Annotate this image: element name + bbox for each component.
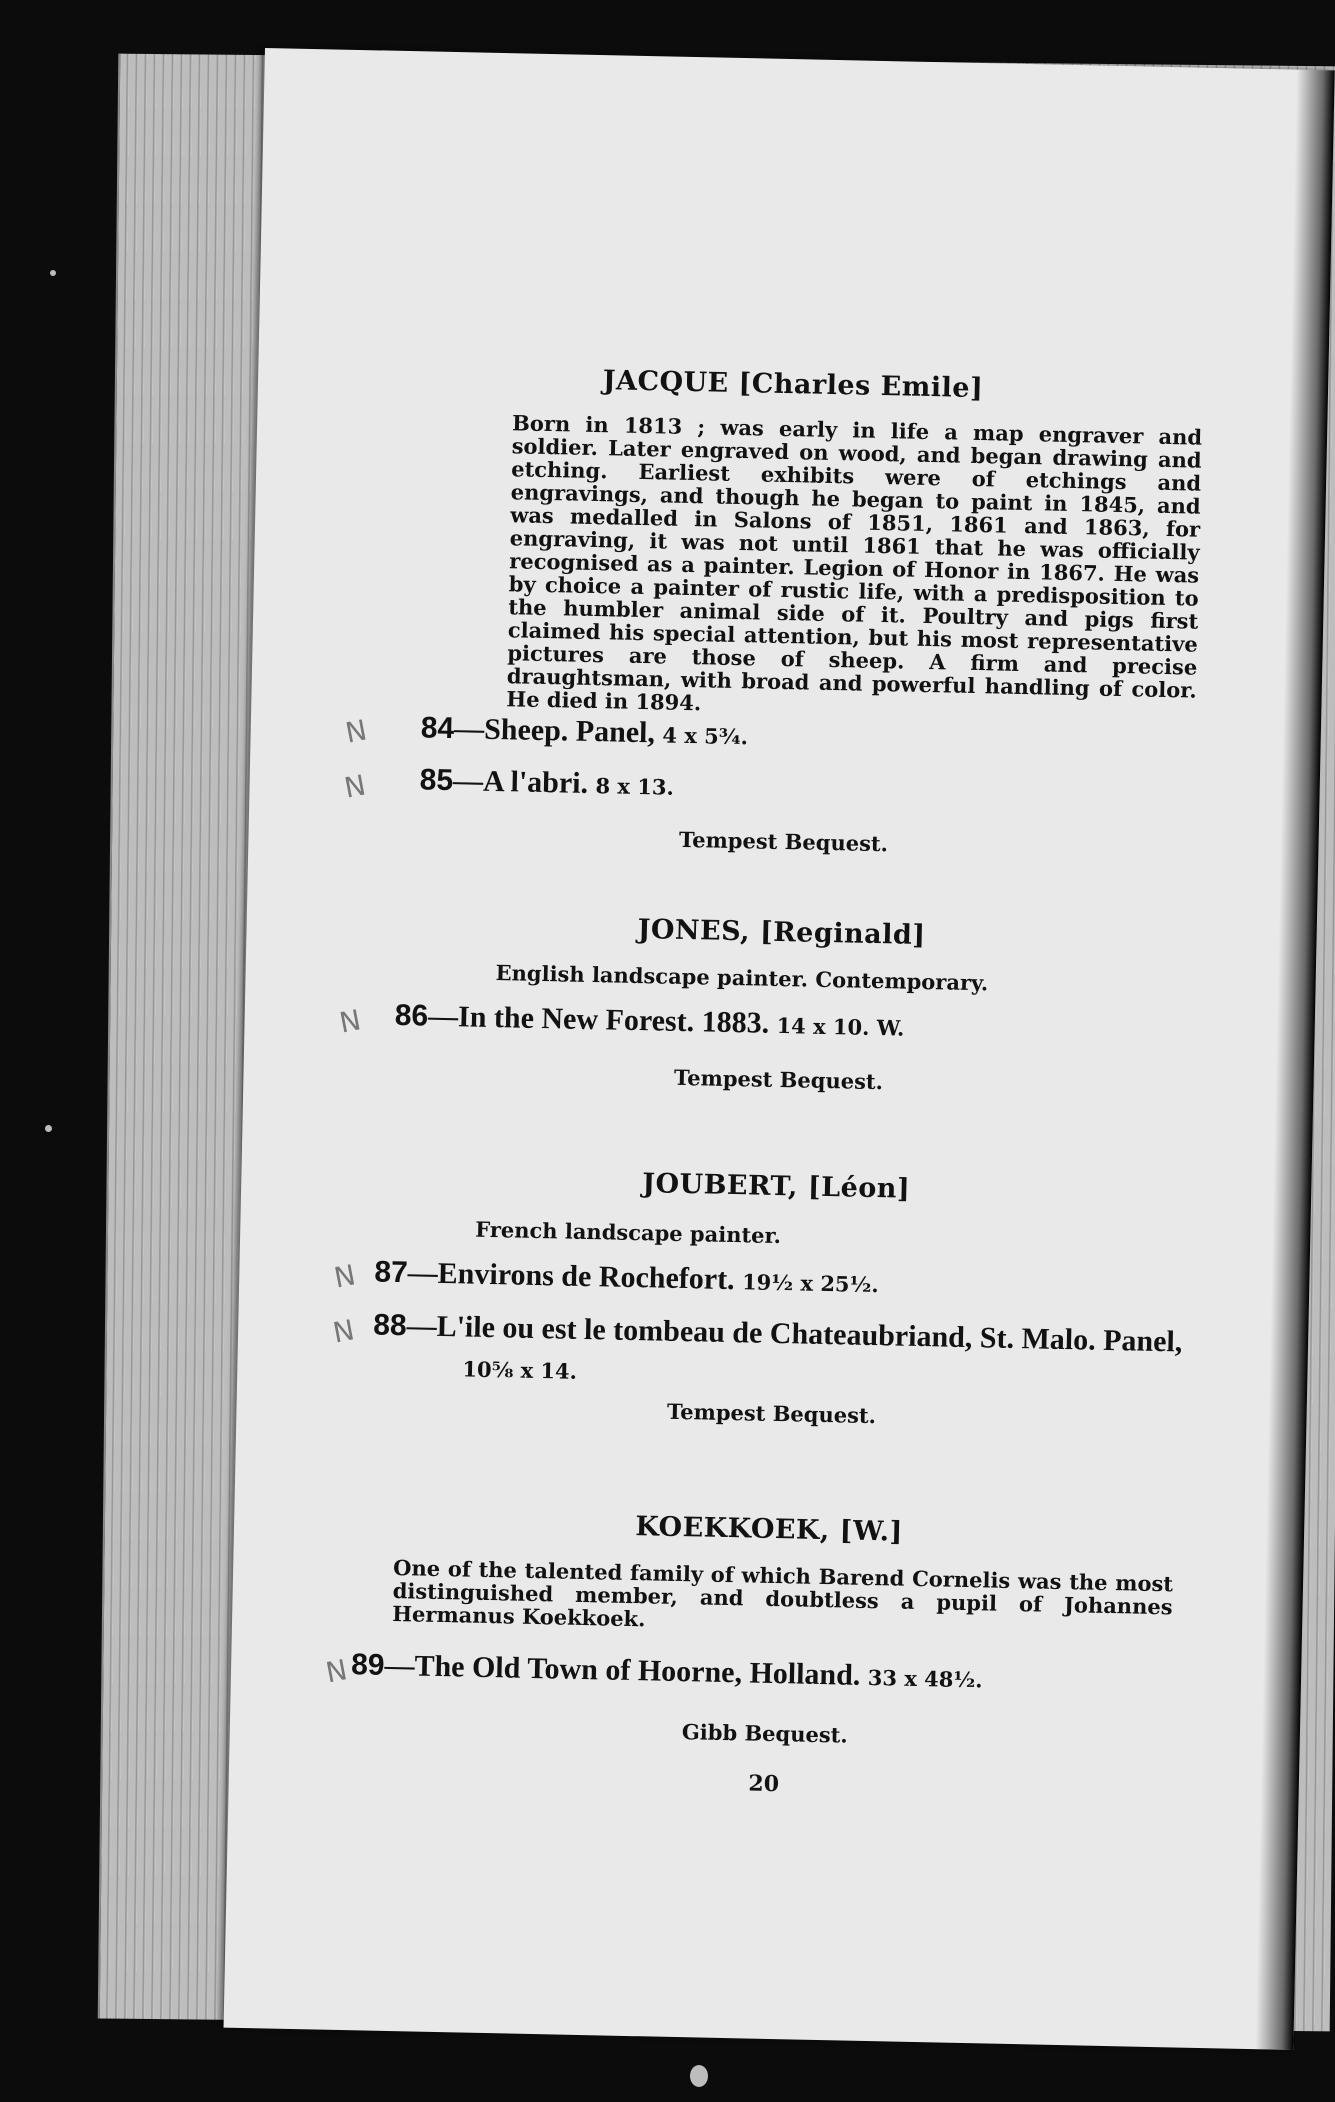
entry-dimensions: 4 x 5¾. [662, 722, 749, 750]
entry-number: 88 [372, 1308, 407, 1343]
entry-title: —Environs de Rochefort. [407, 1256, 735, 1297]
artist-bio: English landscape painter. Contemporary. [495, 960, 989, 996]
entry-title: —In the New Forest. [427, 999, 695, 1039]
handwritten-note: N [341, 768, 369, 805]
entry-title: —The Old Town of Hoorne, Holland. [384, 1648, 861, 1692]
catalogue-entry [394, 999, 904, 1044]
entry-details: Panel, [567, 714, 663, 750]
entry-title: —A l'abri. [452, 764, 589, 800]
artist-bio: Born in 1813 ; was early in life a map engraver and soldier. Later engraved on wood, and began drawing and etching. Earliest exhibits were of etchings and engravings, and though he began to paint in 1845, and was medalled in Salons of 1851, 1861 and 1863, for engraving, it was not until 1861 that he was officially recognised as a painter. Legion of Honor in 1867. He was by choice a painter of rustic life, with a predisposition to the humbler animal side of it. Poultry and pigs first claimed his special attention, but his most representative pictures are those of sheep. A firm and precise draughtsman, with broad and powerful handling of color. He died in 1894. [506, 410, 1203, 716]
catalogue-entry [419, 763, 674, 802]
entry-dimensions: 8 x 13. [595, 773, 675, 800]
document-page [224, 48, 1335, 2050]
scan-speck [50, 270, 56, 276]
entry-title: —L'ile ou est le tombeau de Chateaubriand, St. Malo. Panel, [406, 1309, 1183, 1359]
entry-number: 87 [374, 1255, 409, 1290]
bequest-line: Tempest Bequest. [673, 1064, 884, 1095]
entry-number: 89 [350, 1648, 385, 1682]
catalogue-entry [351, 1648, 983, 1695]
page-content [224, 48, 1335, 2050]
handwritten-note: N [336, 1003, 364, 1040]
artist-bio: One of the talented family of which Barend Cornelis was the most distinguished member, and doubtless a pupil of Johannes Hermanus Koekkoek. [391, 1555, 1174, 1632]
catalogue-entry [420, 711, 748, 752]
bequest-line: Tempest Bequest. [666, 1398, 877, 1429]
entry-dimensions: 33 x 48½. [867, 1664, 983, 1693]
catalogue-entry-continued [462, 1350, 577, 1386]
entry-number: 85 [419, 763, 454, 798]
artist-heading: JACQUE [Charles Emile] [602, 365, 984, 405]
entry-details: 1883. [693, 1005, 777, 1040]
entry-number: 86 [394, 998, 429, 1033]
handwritten-note: N [342, 713, 370, 750]
artist-heading: JONES, [Reginald] [637, 914, 926, 952]
artist-bio: French landscape painter. [475, 1216, 782, 1249]
handwritten-note: N [331, 1258, 359, 1295]
bequest-line: Tempest Bequest. [678, 826, 889, 857]
bequest-line: Gibb Bequest. [681, 1719, 848, 1748]
entry-dimensions: 10⅝ x 14. [462, 1356, 578, 1384]
scan-speck [690, 2065, 708, 2087]
handwritten-note: N [323, 1653, 350, 1690]
page-number: 20 [748, 1770, 780, 1798]
handwritten-note: N [330, 1313, 357, 1350]
entry-dimensions: 19½ x 25½. [741, 1269, 880, 1298]
scan-speck [45, 1125, 52, 1132]
artist-heading: JOUBERT, [Léon] [641, 1168, 911, 1205]
entry-number: 84 [420, 711, 455, 746]
entry-title: —Sheep. [453, 712, 569, 748]
artist-heading: KOEKKOEK, [W.] [635, 1511, 904, 1548]
catalogue-entry [374, 1256, 879, 1301]
entry-dimensions: 14 x 10. W. [776, 1012, 905, 1041]
